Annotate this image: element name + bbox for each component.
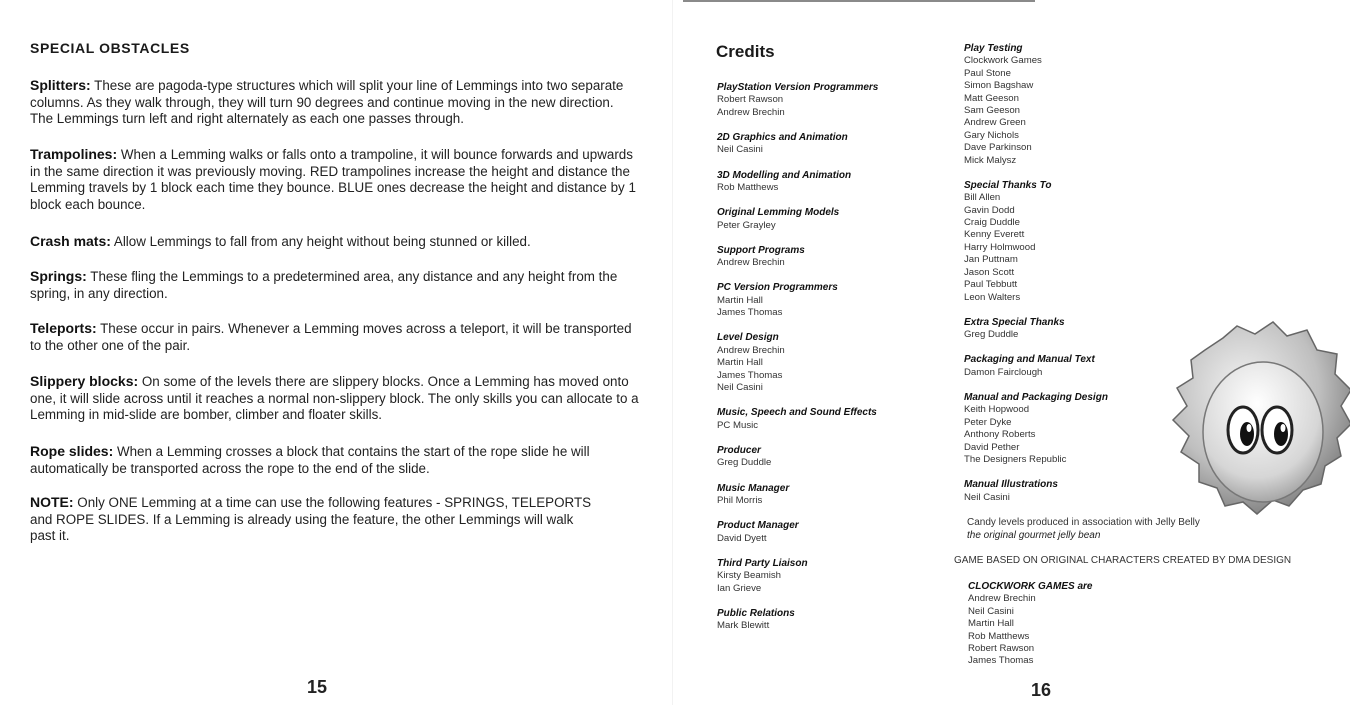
credit-heading: Public Relations	[717, 607, 795, 619]
credit-name: Sam Geeson	[964, 105, 1020, 117]
credit-name: Gary Nichols	[964, 129, 1019, 141]
obstacle-paragraph	[30, 320, 640, 354]
credit-name: Simon Bagshaw	[964, 80, 1034, 92]
credit-name: Andrew Green	[964, 117, 1026, 129]
obstacle-text: When a Lemming crosses a block that contains the start of the rope slide he will automatically be transported across the rope to the end of the slide.	[30, 444, 590, 476]
credit-group	[717, 558, 957, 595]
credit-name: Andrew Brechin	[717, 344, 785, 356]
credit-heading: Support Programs	[717, 244, 805, 256]
credit-group	[964, 180, 1194, 304]
obstacle-paragraph	[30, 268, 640, 302]
credit-heading: Packaging and Manual Text	[964, 354, 1095, 366]
credit-name: Damon Fairclough	[964, 366, 1043, 378]
credit-name: Greg Duddle	[717, 457, 772, 469]
credit-name: Mick Malysz	[964, 154, 1017, 166]
obstacle-paragraph	[30, 494, 600, 545]
credit-name: Clockwork Games	[964, 55, 1042, 67]
obstacle-term: Splitters:	[30, 77, 91, 93]
credit-name: Rob Matthews	[717, 182, 779, 194]
credit-group	[717, 332, 957, 394]
obstacle-paragraph	[30, 77, 640, 128]
credit-group	[717, 520, 957, 545]
dma-note: GAME BASED ON ORIGINAL CHARACTERS CREATED BY DMA DESIGN	[954, 555, 1292, 566]
candy-tagline: the original gourmet jelly bean	[967, 529, 1101, 541]
credit-name: Kirsty Beamish	[717, 570, 781, 582]
credit-name: Andrew Brechin	[717, 106, 785, 118]
credits-title: Credits	[716, 42, 775, 61]
credit-heading: Music Manager	[717, 482, 790, 494]
credit-name: The Designers Republic	[964, 453, 1067, 465]
credit-heading: Play Testing	[964, 43, 1023, 54]
credit-name: Peter Grayley	[717, 219, 776, 231]
credit-name: Craig Duddle	[964, 217, 1020, 229]
obstacle-paragraph	[30, 443, 640, 477]
credit-name: Bill Allen	[964, 192, 1001, 204]
credit-group	[717, 445, 957, 470]
obstacle-paragraph	[30, 146, 640, 213]
credit-group	[964, 317, 1194, 342]
credit-name: Gavin Dodd	[964, 204, 1015, 216]
credit-name: Peter Dyke	[964, 416, 1012, 428]
credit-group	[717, 82, 957, 119]
credit-heading: Extra Special Thanks	[964, 316, 1065, 328]
credit-name: Paul Stone	[964, 67, 1011, 79]
credit-group	[717, 132, 957, 157]
credit-group	[717, 483, 957, 508]
credit-heading: PC Version Programmers	[717, 282, 838, 294]
credit-heading: Manual and Packaging Design	[964, 391, 1108, 403]
credit-name: Dave Parkinson	[964, 142, 1032, 154]
credit-heading: CLOCKWORK GAMES are	[968, 581, 1093, 592]
credit-name: James Thomas	[717, 369, 783, 381]
credit-name: Andrew Brechin	[968, 593, 1036, 605]
credit-name: Martin Hall	[717, 357, 763, 369]
candy-line: Candy levels produced in association with Jelly Belly	[967, 517, 1200, 528]
obstacle-text: These are pagoda-type structures which will split your line of Lemmings into two separate columns. As they walk through, they will turn 90 degrees and continue moving in the new direction. The Lemmings turn left and right alternately as each one passes through.	[30, 78, 624, 127]
credit-heading: Music, Speech and Sound Effects	[717, 407, 877, 419]
credit-name: Mark Blewitt	[717, 620, 770, 632]
credit-name: Neil Casini	[964, 491, 1010, 503]
obstacle-text: These fling the Lemmings to a predetermined area, any distance and any height from the spring, in any direction.	[30, 269, 618, 301]
obstacle-paragraph	[30, 373, 640, 424]
clockwork-group	[968, 581, 1168, 668]
credit-name: Robert Rawson	[968, 643, 1035, 655]
credit-group	[964, 43, 1194, 167]
credit-heading: Level Design	[717, 332, 779, 344]
credit-heading: 2D Graphics and Animation	[717, 132, 848, 144]
credit-name: Andrew Brechin	[717, 257, 785, 269]
credit-heading: 3D Modelling and Animation	[717, 169, 852, 181]
obstacle-term: Springs:	[30, 268, 87, 284]
credit-group	[964, 354, 1194, 379]
credits-column-2	[964, 43, 1194, 517]
credit-name: Ian Grieve	[717, 582, 762, 594]
credit-name: Jan Puttnam	[964, 254, 1018, 266]
credit-name: Keith Hopwood	[964, 404, 1030, 416]
credit-name: Martin Hall	[968, 618, 1014, 630]
credit-group	[964, 479, 1194, 504]
credit-group	[717, 282, 957, 319]
credit-name: Paul Tebbutt	[964, 279, 1018, 291]
credit-name: Leon Walters	[964, 291, 1021, 303]
credit-name: Neil Casini	[717, 382, 763, 394]
credit-group	[717, 608, 957, 633]
obstacle-text: On some of the levels there are slippery blocks. Once a Lemming has moved onto one, it will slide across until it reaches a normal non-slippery block. The only skills you can allocate to a Lemming in mid-slide are bomber, climber and floater skills.	[30, 374, 639, 423]
credit-name: Jason Scott	[964, 266, 1015, 278]
credit-name: Rob Matthews	[968, 630, 1030, 642]
credit-name: David Pether	[964, 441, 1020, 453]
obstacle-text: Only ONE Lemming at a time can use the following features - SPRINGS, TELEPORTS and ROPE SLIDES. If a Lemming is already using the feature, the other Lemmings will walk past it.	[30, 495, 592, 544]
obstacle-term: Slippery blocks:	[30, 373, 139, 389]
credit-name: David Dyett	[717, 532, 767, 544]
credit-group	[717, 407, 957, 432]
obstacle-term: NOTE:	[30, 494, 74, 510]
obstacle-paragraph	[30, 233, 640, 251]
credit-heading: Special Thanks To	[964, 179, 1052, 191]
obstacle-term: Rope slides:	[30, 443, 114, 459]
obstacle-text: Allow Lemmings to fall from any height without being stunned or killed.	[110, 234, 531, 249]
right-page	[675, 0, 1350, 705]
credit-name: PC Music	[717, 419, 759, 431]
credit-name: James Thomas	[968, 655, 1034, 667]
credit-group	[717, 207, 957, 232]
credit-name: Kenny Everett	[964, 229, 1025, 241]
obstacle-text: When a Lemming walks or falls onto a trampoline, it will bounce forwards and upwards in the same direction it was previously moving. RED trampolines increase the height and distance the Lemming travels by 1 block each time they bounce. BLUE ones decrease the height and distance by 1 block each bounce.	[30, 147, 636, 212]
credit-heading: Manual Illustrations	[964, 479, 1058, 491]
credit-group	[717, 170, 957, 195]
credit-heading: Original Lemming Models	[717, 207, 840, 219]
obstacle-term: Teleports:	[30, 320, 97, 336]
credit-name: Martin Hall	[717, 294, 763, 306]
credit-heading: Producer	[717, 444, 761, 456]
credit-heading: Product Manager	[717, 520, 799, 532]
credits-column-1	[717, 82, 957, 645]
credit-name: Anthony Roberts	[964, 429, 1036, 441]
credit-name: Phil Morris	[717, 494, 763, 506]
credit-name: James Thomas	[717, 307, 783, 319]
lemming-head-icon	[1165, 320, 1350, 525]
section-heading: SPECIAL OBSTACLES	[30, 40, 190, 56]
credit-group	[964, 392, 1194, 466]
obstacle-text: These occur in pairs. Whenever a Lemming moves across a teleport, it will be transported to the other one of the pair.	[30, 321, 632, 353]
page-number: 15	[307, 677, 328, 697]
credit-name: Greg Duddle	[964, 329, 1019, 341]
page-number: 16	[1031, 680, 1052, 700]
credit-name: Harry Holmwood	[964, 241, 1036, 253]
credit-heading: PlayStation Version Programmers	[717, 82, 879, 93]
obstacle-term: Trampolines:	[30, 146, 118, 162]
credit-name: Robert Rawson	[717, 94, 784, 106]
credit-heading: Third Party Liaison	[717, 557, 808, 569]
obstacle-term: Crash mats:	[30, 233, 111, 249]
credit-name: Neil Casini	[968, 605, 1014, 617]
credit-name: Neil Casini	[717, 144, 763, 156]
credit-group	[717, 245, 957, 270]
credit-name: Matt Geeson	[964, 92, 1019, 104]
